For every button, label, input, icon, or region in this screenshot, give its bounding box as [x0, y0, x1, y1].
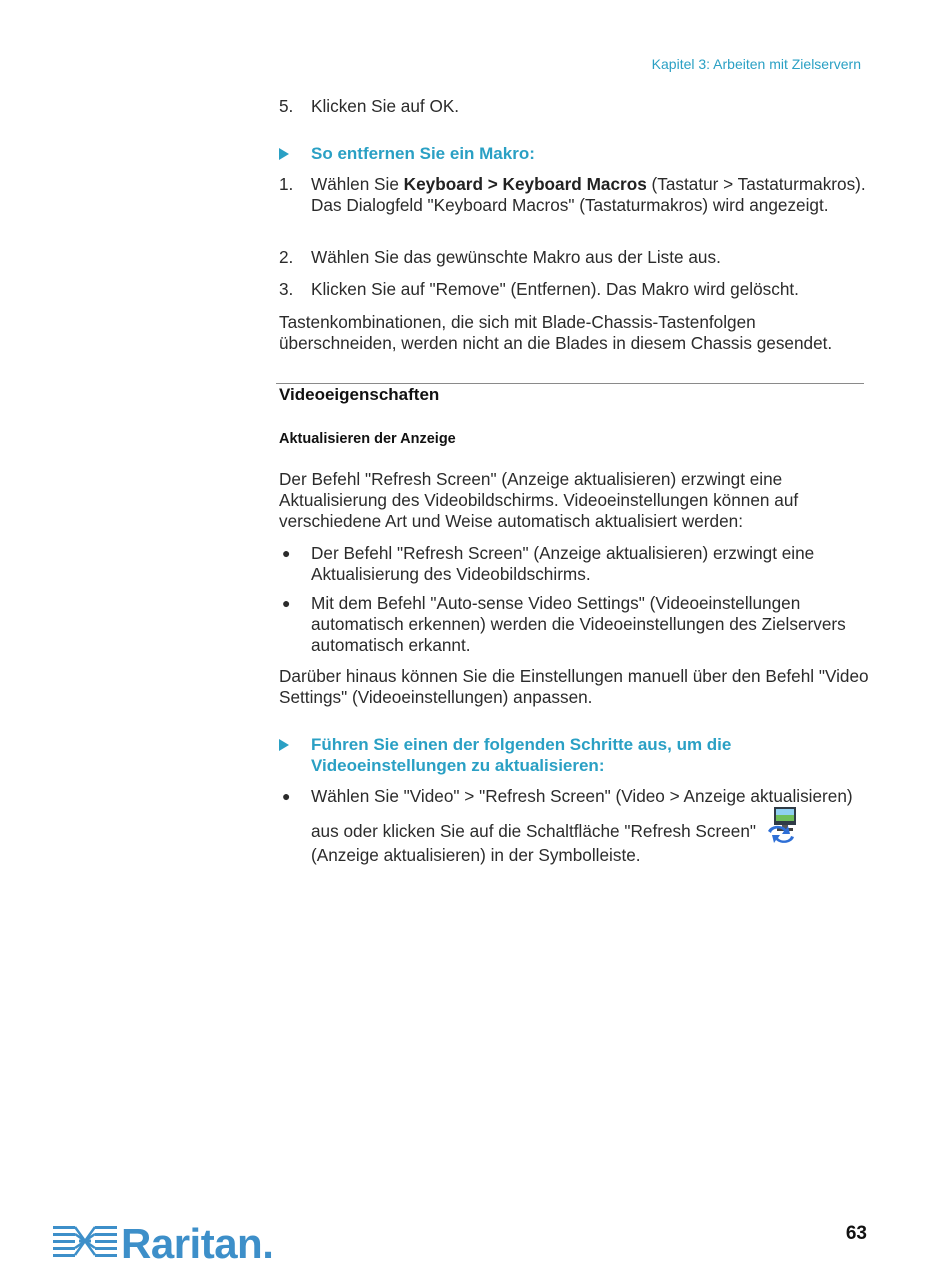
bullet-dot: ● — [282, 788, 291, 804]
step-number: 1. — [279, 174, 294, 194]
step-number: 3. — [279, 279, 294, 299]
bullet-item — [279, 593, 869, 657]
step-number: 5. — [279, 96, 294, 116]
refresh-screen-icon — [764, 807, 800, 845]
heading-text: So entfernen Sie ein Makro: — [311, 144, 535, 163]
menu-path: Keyboard > Keyboard Macros — [403, 174, 647, 194]
bullet-text — [311, 786, 869, 866]
bullet-dot: ● — [282, 595, 291, 611]
remove-step-3 — [279, 279, 869, 301]
section-title: Videoeigenschaften — [279, 385, 440, 404]
raritan-logo-icon — [53, 1224, 117, 1264]
chapter-header: Kapitel 3: Arbeiten mit Zielservern — [651, 56, 861, 72]
step-text-post: (Tastatur > Tastaturmakros). Das Dialogfeld "Keyboard Macros" (Tastaturmakros) wird angezeigt. — [311, 174, 866, 215]
page-number: 63 — [845, 1223, 867, 1244]
step-number: 2. — [279, 247, 294, 267]
bullet-text: Der Befehl "Refresh Screen" (Anzeige aktualisieren) erzwingt eine Aktualisierung des Videobildschirms. — [311, 543, 815, 584]
step-text — [311, 174, 869, 216]
bullet-item — [279, 543, 869, 587]
heading-text: Führen Sie einen der folgenden Schritte aus, um die Videoeinstellungen zu aktualisieren: — [311, 735, 732, 775]
logo-text: Raritan. — [121, 1220, 274, 1267]
bullet-text: Mit dem Befehl "Auto-sense Video Settings" (Videoeinstellungen automatisch erkennen) werden die Videoeinstellungen des Zielservers automatisch erkannt. — [311, 593, 846, 655]
bullet-text-pre: Wählen Sie "Video" > "Refresh Screen" (Video > Anzeige aktualisieren) aus oder klicken Sie auf die Schaltfläche "Refresh Screen" — [311, 786, 853, 841]
blade-note-paragraph: Tastenkombinationen, die sich mit Blade-Chassis-Tastenfolgen überschneiden, werden nicht an die Blades in diesem Chassis gesendet. — [279, 312, 833, 353]
raritan-logo — [53, 1220, 274, 1267]
remove-macro-heading — [279, 144, 869, 166]
step-text: Wählen Sie das gewünschte Makro aus der Liste aus. — [311, 247, 721, 267]
step-text-pre: Wählen Sie — [311, 174, 404, 194]
remove-step-1 — [279, 174, 869, 238]
triangle-bullet-icon — [279, 148, 289, 160]
step-text: Klicken Sie auf "Remove" (Entfernen). Das Makro wird gelöscht. — [311, 279, 799, 299]
remove-step-2 — [279, 247, 869, 269]
subsection-title: Aktualisieren der Anzeige — [279, 431, 456, 447]
section-divider — [276, 383, 864, 384]
bullet-dot: ● — [282, 545, 291, 561]
manual-paragraph: Darüber hinaus können Sie die Einstellungen manuell über den Befehl "Video Settings" (Videoeinstellungen) anpassen. — [279, 666, 869, 707]
step-text: Klicken Sie auf OK. — [311, 96, 460, 116]
intro-paragraph: Der Befehl "Refresh Screen" (Anzeige aktualisieren) erzwingt eine Aktualisierung des Videobildschirms. Videoeinstellungen können auf verschiedene Art und Weise automatisch aktualisiert werden: — [279, 469, 799, 531]
procedure-bullet — [279, 786, 869, 866]
procedure-heading — [279, 735, 869, 779]
triangle-bullet-icon — [279, 739, 289, 751]
bullet-text-post: (Anzeige aktualisieren) in der Symbolleiste. — [311, 844, 641, 865]
step-5 — [279, 96, 869, 118]
